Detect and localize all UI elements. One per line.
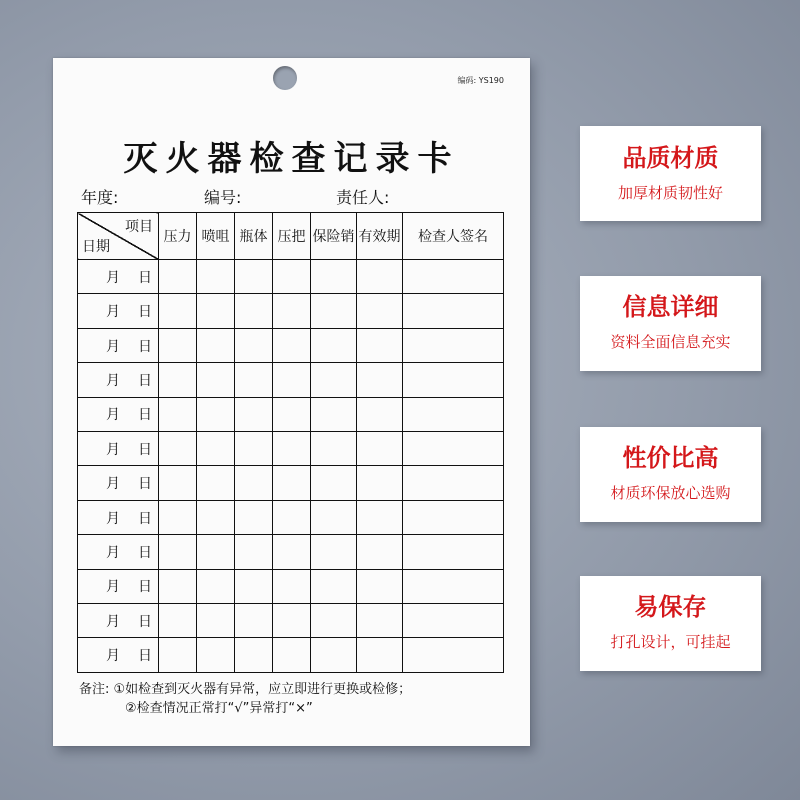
check-cell[interactable]: [197, 535, 235, 569]
date-cell[interactable]: [78, 638, 159, 673]
check-cell[interactable]: [311, 294, 357, 328]
date-cell[interactable]: [78, 535, 159, 569]
check-cell[interactable]: [273, 466, 311, 500]
check-cell[interactable]: [159, 500, 197, 534]
table-row: [78, 294, 504, 328]
check-cell[interactable]: [273, 604, 311, 638]
check-cell[interactable]: [357, 569, 403, 603]
check-cell[interactable]: [159, 432, 197, 466]
day-label: 日: [138, 476, 152, 493]
day-label: 日: [138, 579, 152, 596]
check-cell[interactable]: [197, 500, 235, 534]
feature-title: 信息详细: [622, 293, 719, 321]
check-cell[interactable]: [311, 569, 357, 603]
month-label: 月: [106, 648, 120, 665]
hang-hole: [273, 66, 297, 90]
feature-box-value: [580, 427, 761, 522]
check-cell[interactable]: [197, 260, 235, 294]
field-year-label: 年度:: [81, 188, 119, 207]
check-cell[interactable]: [197, 569, 235, 603]
check-cell[interactable]: [403, 260, 504, 294]
check-cell[interactable]: [311, 432, 357, 466]
feature-box-storage: [580, 576, 761, 671]
check-cell[interactable]: [273, 535, 311, 569]
check-cell[interactable]: [273, 638, 311, 673]
day-label: 日: [138, 544, 152, 561]
day-label: 日: [138, 441, 152, 458]
col-header: 保险销: [311, 213, 357, 260]
field-responsible-label: 责任人:: [336, 188, 390, 207]
check-cell[interactable]: [311, 363, 357, 397]
col-header: 瓶体: [235, 213, 273, 260]
check-cell[interactable]: [235, 294, 273, 328]
check-cell[interactable]: [235, 432, 273, 466]
check-cell[interactable]: [357, 397, 403, 431]
check-cell[interactable]: [197, 328, 235, 362]
note-line-2: ②检查情况正常打“√”异常打“×”: [125, 701, 313, 716]
feature-title: 性价比高: [622, 444, 719, 472]
check-cell[interactable]: [273, 294, 311, 328]
feature-box-info: [580, 276, 761, 371]
check-cell[interactable]: [311, 328, 357, 362]
date-cell[interactable]: [78, 466, 159, 500]
check-cell[interactable]: [273, 260, 311, 294]
check-cell[interactable]: [197, 604, 235, 638]
check-cell[interactable]: [159, 466, 197, 500]
month-label: 月: [106, 407, 120, 424]
table-row: [78, 638, 504, 673]
table-row: [78, 604, 504, 638]
check-cell[interactable]: [273, 363, 311, 397]
date-cell[interactable]: [78, 604, 159, 638]
feature-subtitle: 加厚材质韧性好: [617, 184, 723, 202]
table-row: [78, 328, 504, 362]
check-cell[interactable]: [311, 500, 357, 534]
check-cell[interactable]: [159, 363, 197, 397]
corner-date-label: 日期: [82, 239, 110, 255]
check-cell[interactable]: [235, 328, 273, 362]
check-cell[interactable]: [357, 294, 403, 328]
record-table: [77, 212, 504, 673]
month-label: 月: [106, 338, 120, 355]
month-label: 月: [106, 613, 120, 630]
day-label: 日: [138, 304, 152, 321]
check-cell[interactable]: [403, 397, 504, 431]
date-cell[interactable]: [78, 432, 159, 466]
table-row: [78, 432, 504, 466]
table-row: [78, 500, 504, 534]
feature-subtitle: 打孔设计，可挂起: [610, 633, 731, 651]
card-code: 编码: YS190: [457, 76, 504, 85]
table-row: [78, 260, 504, 294]
check-cell[interactable]: [311, 604, 357, 638]
check-cell[interactable]: [197, 432, 235, 466]
check-cell[interactable]: [197, 638, 235, 673]
check-cell[interactable]: [273, 432, 311, 466]
inspection-card: [53, 58, 530, 746]
table-header-row: [78, 213, 504, 260]
table-row: [78, 535, 504, 569]
check-cell[interactable]: [159, 260, 197, 294]
check-cell[interactable]: [403, 363, 504, 397]
feature-box-quality: [580, 126, 761, 221]
day-label: 日: [138, 372, 152, 389]
check-cell[interactable]: [311, 397, 357, 431]
table-body: [78, 260, 504, 673]
date-cell[interactable]: [78, 397, 159, 431]
check-cell[interactable]: [197, 466, 235, 500]
check-cell[interactable]: [159, 638, 197, 673]
check-cell[interactable]: [273, 397, 311, 431]
check-cell[interactable]: [357, 328, 403, 362]
feature-subtitle: 材质环保放心选购: [610, 484, 731, 502]
check-cell[interactable]: [159, 328, 197, 362]
table-row: [78, 397, 504, 431]
month-label: 月: [106, 441, 120, 458]
table-row: [78, 363, 504, 397]
check-cell[interactable]: [159, 604, 197, 638]
check-cell[interactable]: [235, 397, 273, 431]
check-cell[interactable]: [311, 535, 357, 569]
month-label: 月: [106, 476, 120, 493]
check-cell[interactable]: [273, 569, 311, 603]
table-row: [78, 466, 504, 500]
check-cell[interactable]: [403, 500, 504, 534]
check-cell[interactable]: [403, 569, 504, 603]
day-label: 日: [138, 407, 152, 424]
day-label: 日: [138, 648, 152, 665]
check-cell[interactable]: [273, 328, 311, 362]
date-cell[interactable]: [78, 569, 159, 603]
month-label: 月: [106, 304, 120, 321]
check-cell[interactable]: [357, 363, 403, 397]
check-cell[interactable]: [159, 569, 197, 603]
check-cell[interactable]: [357, 638, 403, 673]
check-cell[interactable]: [159, 535, 197, 569]
check-cell[interactable]: [403, 638, 504, 673]
feature-subtitle: 资料全面信息充实: [610, 333, 731, 351]
check-cell[interactable]: [403, 604, 504, 638]
month-label: 月: [106, 510, 120, 527]
corner-cell: [78, 213, 159, 260]
col-header: 喷咀: [197, 213, 235, 260]
check-cell[interactable]: [357, 604, 403, 638]
month-label: 月: [106, 579, 120, 596]
check-cell[interactable]: [235, 260, 273, 294]
check-cell[interactable]: [357, 466, 403, 500]
month-label: 月: [106, 544, 120, 561]
feature-title: 易保存: [634, 593, 707, 621]
check-cell[interactable]: [357, 535, 403, 569]
check-cell[interactable]: [403, 466, 504, 500]
day-label: 日: [138, 269, 152, 286]
check-cell[interactable]: [403, 535, 504, 569]
check-cell[interactable]: [235, 535, 273, 569]
col-header: 检查人签名: [403, 213, 504, 260]
check-cell[interactable]: [403, 328, 504, 362]
month-label: 月: [106, 372, 120, 389]
check-cell[interactable]: [311, 466, 357, 500]
check-cell[interactable]: [235, 466, 273, 500]
col-header: 压把: [273, 213, 311, 260]
check-cell[interactable]: [273, 500, 311, 534]
feature-title: 品质材质: [622, 144, 719, 172]
corner-item-label: 项目: [125, 219, 153, 235]
date-cell[interactable]: [78, 500, 159, 534]
col-header: 有效期: [357, 213, 403, 260]
month-label: 月: [106, 269, 120, 286]
check-cell[interactable]: [311, 260, 357, 294]
check-cell[interactable]: [235, 638, 273, 673]
check-cell[interactable]: [403, 432, 504, 466]
check-cell[interactable]: [159, 397, 197, 431]
col-header: 压力: [159, 213, 197, 260]
date-cell[interactable]: [78, 294, 159, 328]
check-cell[interactable]: [357, 500, 403, 534]
card-title: 灭火器检查记录卡: [123, 139, 460, 179]
check-cell[interactable]: [235, 500, 273, 534]
check-cell[interactable]: [357, 260, 403, 294]
date-cell[interactable]: [78, 260, 159, 294]
day-label: 日: [138, 338, 152, 355]
check-cell[interactable]: [197, 363, 235, 397]
check-cell[interactable]: [403, 294, 504, 328]
note-line-1: 备注: ①如检查到灭火器有异常，应立即进行更换或检修；: [79, 682, 412, 697]
day-label: 日: [138, 613, 152, 630]
check-cell[interactable]: [197, 294, 235, 328]
check-cell[interactable]: [197, 397, 235, 431]
date-cell[interactable]: [78, 363, 159, 397]
check-cell[interactable]: [235, 604, 273, 638]
day-label: 日: [138, 510, 152, 527]
check-cell[interactable]: [235, 363, 273, 397]
check-cell[interactable]: [235, 569, 273, 603]
field-number-label: 编号:: [204, 188, 242, 207]
date-cell[interactable]: [78, 328, 159, 362]
notes: [79, 680, 411, 718]
table-row: [78, 569, 504, 603]
check-cell[interactable]: [357, 432, 403, 466]
check-cell[interactable]: [159, 294, 197, 328]
check-cell[interactable]: [311, 638, 357, 673]
